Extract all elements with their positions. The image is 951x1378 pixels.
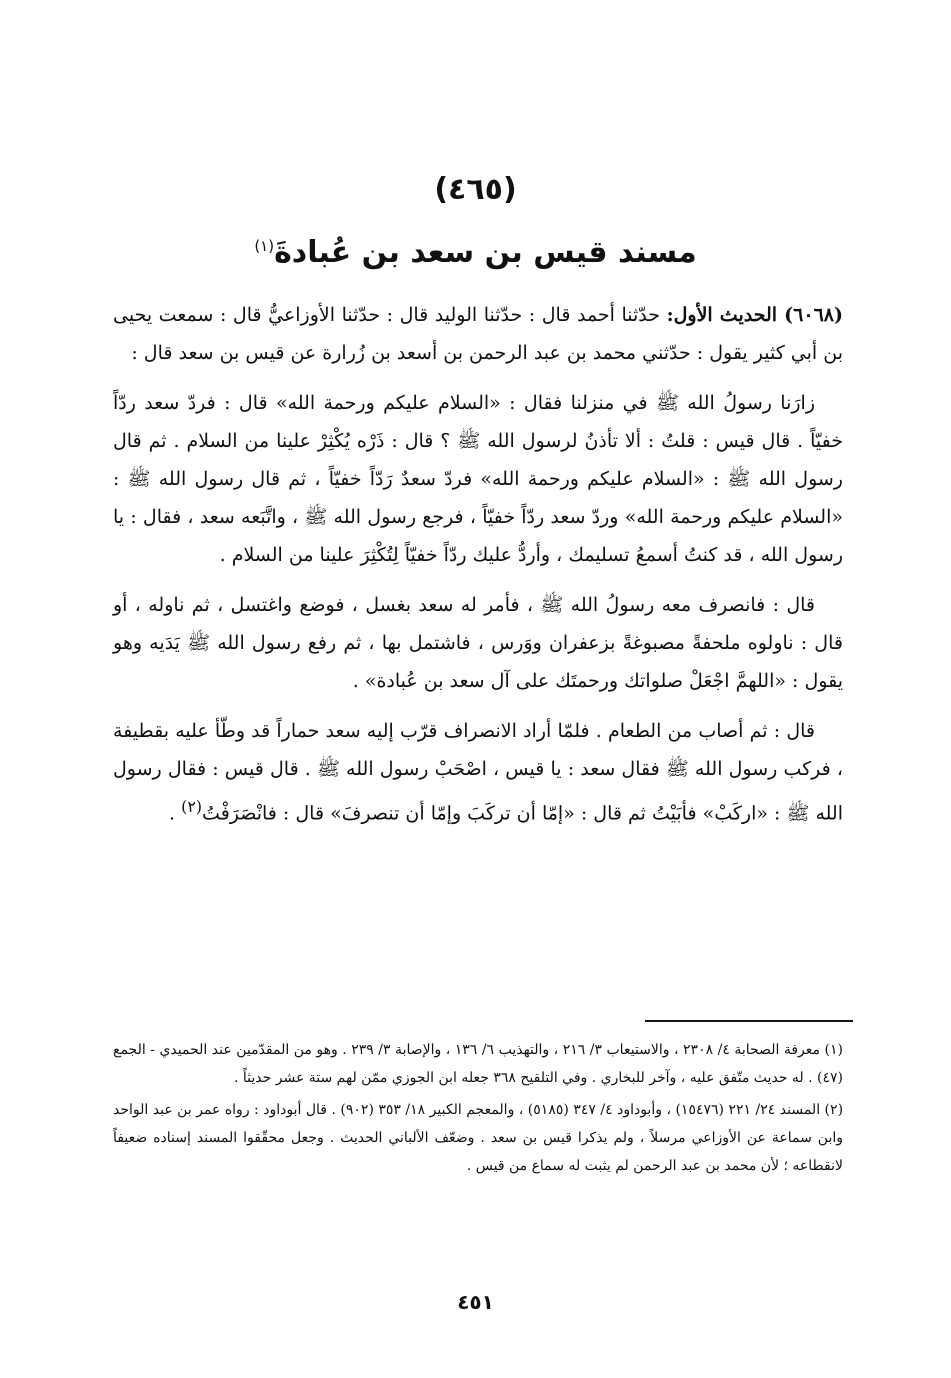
chapter-title-text: مسند قيس بن سعد بن عُبادةَ: [274, 235, 697, 270]
footnote-ref-2: (٢): [181, 797, 203, 816]
hadith-paragraph-3-text: قال : ثم أصاب من الطعام . فلمّا أراد الانصراف قرّب إليه سعد حماراً قد وطّأ عليه بقطيفة ، فركب رسول الله ﷺ فقال سعد : يا قيس ، اصْحَبْ رسول الله ﷺ . قال قيس : فقال رسول الله ﷺ : «اركَبْ» فأبَيْتُ ثم قال : «إمّا أن تركَبَ وإمّا أن تنصرفَ» قال : فانْصَرَفْتُ: [113, 720, 843, 825]
hadith-label: (٦٠٦٨) الحديث الأول:: [666, 304, 843, 326]
footnote-separator: [645, 1020, 853, 1022]
chapter-title: [0, 235, 951, 270]
hadith-paragraph-2: قال : فانصرف معه رسولُ الله ﷺ ، فأمر له سعد بغسل ، فوضع واغتسل ، ثم ناوله ، أو قال : ناولوه ملحفةً مصبوغةً بزعفران ووَرس ، فاشتمل بها ، ثم رفع رسول الله ﷺ يَدَيه وهو يقول : «اللهمَّ اجْعَلْ صلواتك ورحمتَك على آل سعد بن عُبادة» .: [113, 594, 843, 692]
chapter-number: (٤٦٥): [434, 172, 517, 207]
footnotes: [113, 1036, 843, 1184]
footnote-2: (٢) المسند ٢٤/ ٢٢١ (١٥٤٧٦) ، وأبوداود ٤/ ٣٤٧ (٥١٨٥) ، والمعجم الكبير ١٨/ ٣٥٣ (٩٠٢) . قال أبوداود : رواه عمر بن عبد الواحد وابن سماعة عن الأوزاعي مرسلاً ، ولم يذكرا قيس بن سعد . وضعّف الألباني الحديث . وجعل محقّقوا المسند إسناده ضعيفاً لانقطاعه ؛ لأن محمد بن عبد الرحمن لم يثبت له سماع من قيس .: [113, 1102, 844, 1174]
footnote-ref-1: (١): [254, 237, 275, 255]
hadith-isnad: حدّثنا أحمد قال : حدّثنا الوليد قال : حدّثنا الأوزاعيُّ قال : سمعت يحيى بن أبي كثير يقول : حدّثني محمد بن عبد الرحمن بن أسعد بن زُرارة عن قيس بن سعد قال :: [113, 304, 843, 364]
hadith-paragraph-1: زارَنا رسولُ الله ﷺ في منزلنا فقال : «السلام عليكم ورحمة الله» قال : فردّ سعد ردّاً خفيّاً . قال قيس : قلتُ : ألا تأذنُ لرسول الله ﷺ ؟ قال : ذَرْه يُكْثِرْ علينا من السلام . ثم قال رسول الله ﷺ : «السلام عليكم ورحمة الله» فردّ سعدٌ رَدّاً خفيّاً ، ثم قال رسول الله ﷺ : «السلام عليكم ورحمة الله» وردّ سعد ردّاً خفيّاً ، فرجع رسول الله ﷺ ، واتَّبَعه سعد ، فقال : يا رسول الله ، قد كنتُ أسمعُ تسليمك ، وأردُّ عليك ردّاً خفيّاً لِتُكْثِرَ علينا من السلام .: [113, 392, 843, 566]
end-punctuation: .: [169, 802, 182, 825]
page-number: ٤٥١: [457, 1290, 494, 1314]
footnote-1: (١) معرفة الصحابة ٤/ ٢٣٠٨ ، والاستيعاب ٣/ ٢١٦ ، والتهذيب ٦/ ١٣٦ ، والإصابة ٣/ ٢٣٩ . وهو من المقدّمين عند الحميدي - الجمع (٤٧) . له حديث متّفق عليه ، وآخر للبخاري . وفي التلقيح ٣٦٨ جعله ابن الجوزي ممّن لهم ستة عشر حديثاً .: [113, 1042, 843, 1086]
main-text: [113, 296, 843, 844]
hadith-isnad-paragraph: [113, 296, 843, 372]
hadith-paragraph-3: [113, 712, 843, 832]
